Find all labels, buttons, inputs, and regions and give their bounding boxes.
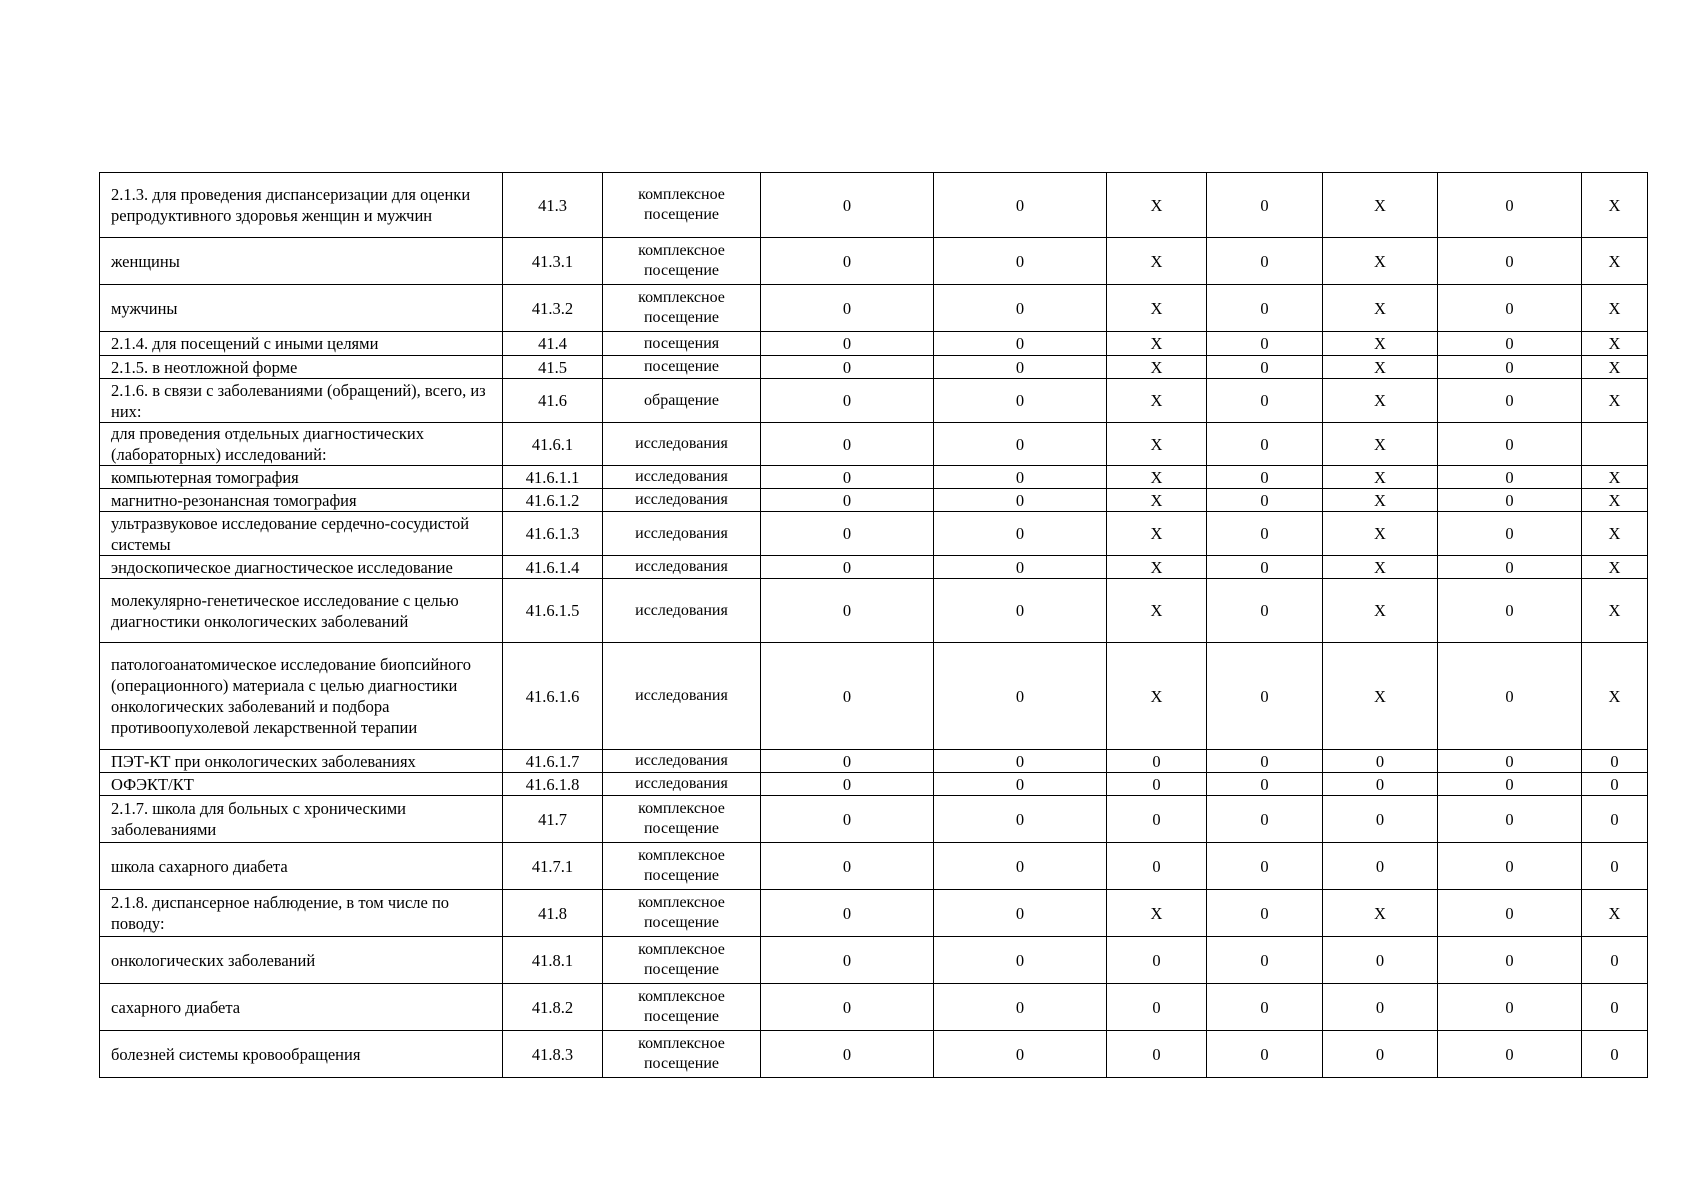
value-cell: Х [1582, 238, 1648, 285]
value-cell: Х [1582, 643, 1648, 750]
row-code-cell: 41.6.1.2 [503, 489, 603, 512]
value-cell: 0 [1207, 356, 1323, 379]
value-cell: 0 [1438, 984, 1582, 1031]
row-unit-cell: исследования [603, 579, 761, 643]
value-cell: 0 [934, 643, 1107, 750]
value-cell: 0 [1207, 773, 1323, 796]
value-cell: Х [1107, 890, 1207, 937]
row-name-cell: 2.1.3. для проведения диспансеризации для оценки репродуктивного здоровья женщин и мужчин [100, 173, 503, 238]
value-cell: 0 [761, 356, 934, 379]
row-code-cell: 41.6.1.7 [503, 750, 603, 773]
value-cell: 0 [1323, 937, 1438, 984]
value-cell: Х [1323, 643, 1438, 750]
value-cell: 0 [934, 466, 1107, 489]
value-cell: 0 [1107, 773, 1207, 796]
row-unit-cell: комплексное посещение [603, 937, 761, 984]
value-cell: 0 [761, 489, 934, 512]
table-row [100, 332, 1648, 356]
table-row [100, 643, 1648, 750]
value-cell: Х [1582, 173, 1648, 238]
value-cell: Х [1107, 466, 1207, 489]
table-row [100, 937, 1648, 984]
value-cell: Х [1323, 512, 1438, 556]
table-row [100, 489, 1648, 512]
value-cell: 0 [1207, 796, 1323, 843]
value-cell: 0 [1207, 579, 1323, 643]
value-cell: 0 [1438, 1031, 1582, 1078]
value-cell: Х [1582, 556, 1648, 579]
value-cell: Х [1107, 512, 1207, 556]
value-cell: 0 [1438, 643, 1582, 750]
row-name-cell: 2.1.5. в неотложной форме [100, 356, 503, 379]
value-cell: Х [1107, 173, 1207, 238]
value-cell: 0 [934, 423, 1107, 466]
row-name-cell: 2.1.8. диспансерное наблюдение, в том числе по поводу: [100, 890, 503, 937]
value-cell: 0 [1582, 937, 1648, 984]
value-cell: Х [1107, 643, 1207, 750]
value-cell: Х [1582, 489, 1648, 512]
row-name-cell: 2.1.7. школа для больных с хроническими заболеваниями [100, 796, 503, 843]
value-cell: 0 [761, 173, 934, 238]
row-unit-cell: комплексное посещение [603, 843, 761, 890]
table-row [100, 750, 1648, 773]
row-unit-cell: исследования [603, 512, 761, 556]
value-cell: Х [1323, 556, 1438, 579]
value-cell: 0 [1438, 356, 1582, 379]
row-code-cell: 41.3 [503, 173, 603, 238]
row-name-cell: эндоскопическое диагностическое исследование [100, 556, 503, 579]
table-row [100, 1031, 1648, 1078]
value-cell: 0 [1582, 984, 1648, 1031]
value-cell: Х [1107, 356, 1207, 379]
value-cell: 0 [934, 356, 1107, 379]
value-cell: 0 [1207, 423, 1323, 466]
value-cell: 0 [1207, 285, 1323, 332]
value-cell: Х [1107, 489, 1207, 512]
value-cell: 0 [1207, 173, 1323, 238]
value-cell: 0 [761, 238, 934, 285]
value-cell: Х [1107, 238, 1207, 285]
row-code-cell: 41.7.1 [503, 843, 603, 890]
value-cell: Х [1582, 379, 1648, 423]
value-cell: Х [1582, 356, 1648, 379]
row-code-cell: 41.5 [503, 356, 603, 379]
row-unit-cell: обращение [603, 379, 761, 423]
value-cell: 0 [761, 890, 934, 937]
value-cell: 0 [761, 579, 934, 643]
row-name-cell: школа сахарного диабета [100, 843, 503, 890]
value-cell: 0 [1438, 750, 1582, 773]
row-code-cell: 41.8.3 [503, 1031, 603, 1078]
row-code-cell: 41.6.1.4 [503, 556, 603, 579]
value-cell: 0 [761, 843, 934, 890]
value-cell: Х [1107, 556, 1207, 579]
value-cell [1582, 423, 1648, 466]
value-cell: 0 [1438, 890, 1582, 937]
value-cell: 0 [1438, 556, 1582, 579]
value-cell: 0 [934, 843, 1107, 890]
row-name-cell: ультразвуковое исследование сердечно-сосудистой системы [100, 512, 503, 556]
value-cell: Х [1323, 466, 1438, 489]
value-cell: 0 [1582, 750, 1648, 773]
value-cell: Х [1323, 332, 1438, 356]
value-cell: 0 [1323, 843, 1438, 890]
value-cell: 0 [934, 796, 1107, 843]
row-code-cell: 41.6 [503, 379, 603, 423]
row-code-cell: 41.6.1.1 [503, 466, 603, 489]
value-cell: 0 [1107, 1031, 1207, 1078]
table-row [100, 423, 1648, 466]
value-cell: 0 [1438, 579, 1582, 643]
value-cell: 0 [1438, 173, 1582, 238]
value-cell: 0 [1438, 843, 1582, 890]
value-cell: 0 [761, 796, 934, 843]
value-cell: 0 [761, 332, 934, 356]
row-name-cell: патологоанатомическое исследование биопсийного (операционного) материала с целью диагностики онкологических заболеваний и подбора противоопухолевой лекарственной терапии [100, 643, 503, 750]
value-cell: Х [1107, 579, 1207, 643]
value-cell: 0 [934, 937, 1107, 984]
value-cell: 0 [1207, 238, 1323, 285]
table-row [100, 843, 1648, 890]
table-row [100, 379, 1648, 423]
row-code-cell: 41.6.1.3 [503, 512, 603, 556]
table-row [100, 466, 1648, 489]
row-code-cell: 41.6.1.8 [503, 773, 603, 796]
value-cell: Х [1323, 423, 1438, 466]
table-row [100, 890, 1648, 937]
row-unit-cell: посещение [603, 356, 761, 379]
value-cell: 0 [1438, 796, 1582, 843]
table-row [100, 556, 1648, 579]
row-code-cell: 41.8.2 [503, 984, 603, 1031]
value-cell: 0 [1323, 750, 1438, 773]
value-cell: 0 [934, 773, 1107, 796]
value-cell: 0 [1438, 332, 1582, 356]
value-cell: Х [1323, 173, 1438, 238]
value-cell: 0 [1207, 843, 1323, 890]
row-unit-cell: исследования [603, 423, 761, 466]
row-name-cell: молекулярно-генетическое исследование с целью диагностики онкологических заболеваний [100, 579, 503, 643]
value-cell: Х [1582, 285, 1648, 332]
value-cell: 0 [761, 643, 934, 750]
value-cell: 0 [1438, 489, 1582, 512]
value-cell: 0 [1207, 937, 1323, 984]
row-name-cell: женщины [100, 238, 503, 285]
value-cell: Х [1323, 285, 1438, 332]
table-row [100, 579, 1648, 643]
value-cell: Х [1582, 512, 1648, 556]
value-cell: Х [1323, 579, 1438, 643]
row-unit-cell: комплексное посещение [603, 238, 761, 285]
table-row [100, 285, 1648, 332]
value-cell: Х [1323, 890, 1438, 937]
value-cell: 0 [1207, 379, 1323, 423]
value-cell: Х [1582, 466, 1648, 489]
value-cell: 0 [761, 466, 934, 489]
table-body [100, 173, 1648, 1078]
table-row [100, 796, 1648, 843]
row-name-cell: сахарного диабета [100, 984, 503, 1031]
value-cell: 0 [1207, 984, 1323, 1031]
value-cell: 0 [1323, 773, 1438, 796]
value-cell: 0 [1107, 796, 1207, 843]
value-cell: 0 [1207, 643, 1323, 750]
row-code-cell: 41.4 [503, 332, 603, 356]
value-cell: 0 [934, 750, 1107, 773]
value-cell: 0 [1438, 285, 1582, 332]
value-cell: 0 [1207, 556, 1323, 579]
value-cell: 0 [934, 556, 1107, 579]
value-cell: Х [1107, 379, 1207, 423]
value-cell: 0 [1207, 466, 1323, 489]
table-row [100, 356, 1648, 379]
table-row [100, 773, 1648, 796]
value-cell: 0 [1438, 423, 1582, 466]
row-name-cell: болезней системы кровообращения [100, 1031, 503, 1078]
row-name-cell: для проведения отдельных диагностических (лабораторных) исследований: [100, 423, 503, 466]
row-name-cell: мужчины [100, 285, 503, 332]
value-cell: 0 [1107, 937, 1207, 984]
value-cell: 0 [1582, 773, 1648, 796]
row-unit-cell: комплексное посещение [603, 285, 761, 332]
value-cell: 0 [761, 379, 934, 423]
value-cell: 0 [934, 238, 1107, 285]
value-cell: 0 [934, 984, 1107, 1031]
value-cell: 0 [1323, 796, 1438, 843]
value-cell: 0 [934, 579, 1107, 643]
row-code-cell: 41.7 [503, 796, 603, 843]
value-cell: 0 [1323, 984, 1438, 1031]
value-cell: 0 [934, 332, 1107, 356]
row-unit-cell: посещения [603, 332, 761, 356]
row-name-cell: ПЭТ-КТ при онкологических заболеваниях [100, 750, 503, 773]
value-cell: 0 [934, 512, 1107, 556]
value-cell: 0 [1438, 937, 1582, 984]
value-cell: 0 [761, 512, 934, 556]
value-cell: Х [1582, 579, 1648, 643]
row-code-cell: 41.6.1.6 [503, 643, 603, 750]
value-cell: 0 [1207, 750, 1323, 773]
row-name-cell: ОФЭКТ/КТ [100, 773, 503, 796]
value-cell: Х [1323, 356, 1438, 379]
value-cell: Х [1582, 332, 1648, 356]
row-unit-cell: исследования [603, 556, 761, 579]
row-code-cell: 41.6.1.5 [503, 579, 603, 643]
row-code-cell: 41.8.1 [503, 937, 603, 984]
row-name-cell: онкологических заболеваний [100, 937, 503, 984]
row-unit-cell: комплексное посещение [603, 173, 761, 238]
value-cell: Х [1107, 285, 1207, 332]
value-cell: 0 [1323, 1031, 1438, 1078]
value-cell: Х [1107, 423, 1207, 466]
row-code-cell: 41.6.1 [503, 423, 603, 466]
row-name-cell: 2.1.6. в связи с заболеваниями (обращений), всего, из них: [100, 379, 503, 423]
value-cell: Х [1323, 238, 1438, 285]
value-cell: 0 [1207, 489, 1323, 512]
value-cell: Х [1107, 332, 1207, 356]
value-cell: Х [1323, 489, 1438, 512]
row-unit-cell: исследования [603, 750, 761, 773]
value-cell: 0 [1438, 238, 1582, 285]
row-code-cell: 41.3.2 [503, 285, 603, 332]
value-cell: 0 [1207, 1031, 1323, 1078]
value-cell: 0 [1582, 1031, 1648, 1078]
table-row [100, 512, 1648, 556]
value-cell: 0 [761, 1031, 934, 1078]
table-row [100, 238, 1648, 285]
value-cell: 0 [1582, 843, 1648, 890]
row-unit-cell: комплексное посещение [603, 890, 761, 937]
row-name-cell: магнитно-резонансная томография [100, 489, 503, 512]
value-cell: 0 [934, 285, 1107, 332]
row-unit-cell: исследования [603, 773, 761, 796]
value-cell: Х [1582, 890, 1648, 937]
value-cell: 0 [1207, 512, 1323, 556]
value-cell: 0 [1438, 773, 1582, 796]
value-cell: 0 [1207, 890, 1323, 937]
value-cell: 0 [1582, 796, 1648, 843]
row-unit-cell: комплексное посещение [603, 796, 761, 843]
row-unit-cell: исследования [603, 466, 761, 489]
value-cell: 0 [934, 890, 1107, 937]
value-cell: 0 [761, 984, 934, 1031]
value-cell: 0 [761, 773, 934, 796]
value-cell: 0 [1107, 750, 1207, 773]
row-code-cell: 41.3.1 [503, 238, 603, 285]
value-cell: 0 [934, 1031, 1107, 1078]
row-unit-cell: комплексное посещение [603, 984, 761, 1031]
value-cell: 0 [1438, 512, 1582, 556]
value-cell: 0 [761, 750, 934, 773]
value-cell: 0 [934, 489, 1107, 512]
row-unit-cell: комплексное посещение [603, 1031, 761, 1078]
data-table [99, 172, 1648, 1078]
value-cell: Х [1323, 379, 1438, 423]
value-cell: 0 [1107, 843, 1207, 890]
value-cell: 0 [934, 379, 1107, 423]
row-unit-cell: исследования [603, 489, 761, 512]
value-cell: 0 [1107, 984, 1207, 1031]
row-unit-cell: исследования [603, 643, 761, 750]
value-cell: 0 [1438, 379, 1582, 423]
table-row [100, 173, 1648, 238]
value-cell: 0 [761, 423, 934, 466]
value-cell: 0 [1438, 466, 1582, 489]
row-name-cell: 2.1.4. для посещений с иными целями [100, 332, 503, 356]
value-cell: 0 [761, 937, 934, 984]
value-cell: 0 [1207, 332, 1323, 356]
row-name-cell: компьютерная томография [100, 466, 503, 489]
value-cell: 0 [761, 285, 934, 332]
value-cell: 0 [761, 556, 934, 579]
table-row [100, 984, 1648, 1031]
value-cell: 0 [934, 173, 1107, 238]
row-code-cell: 41.8 [503, 890, 603, 937]
